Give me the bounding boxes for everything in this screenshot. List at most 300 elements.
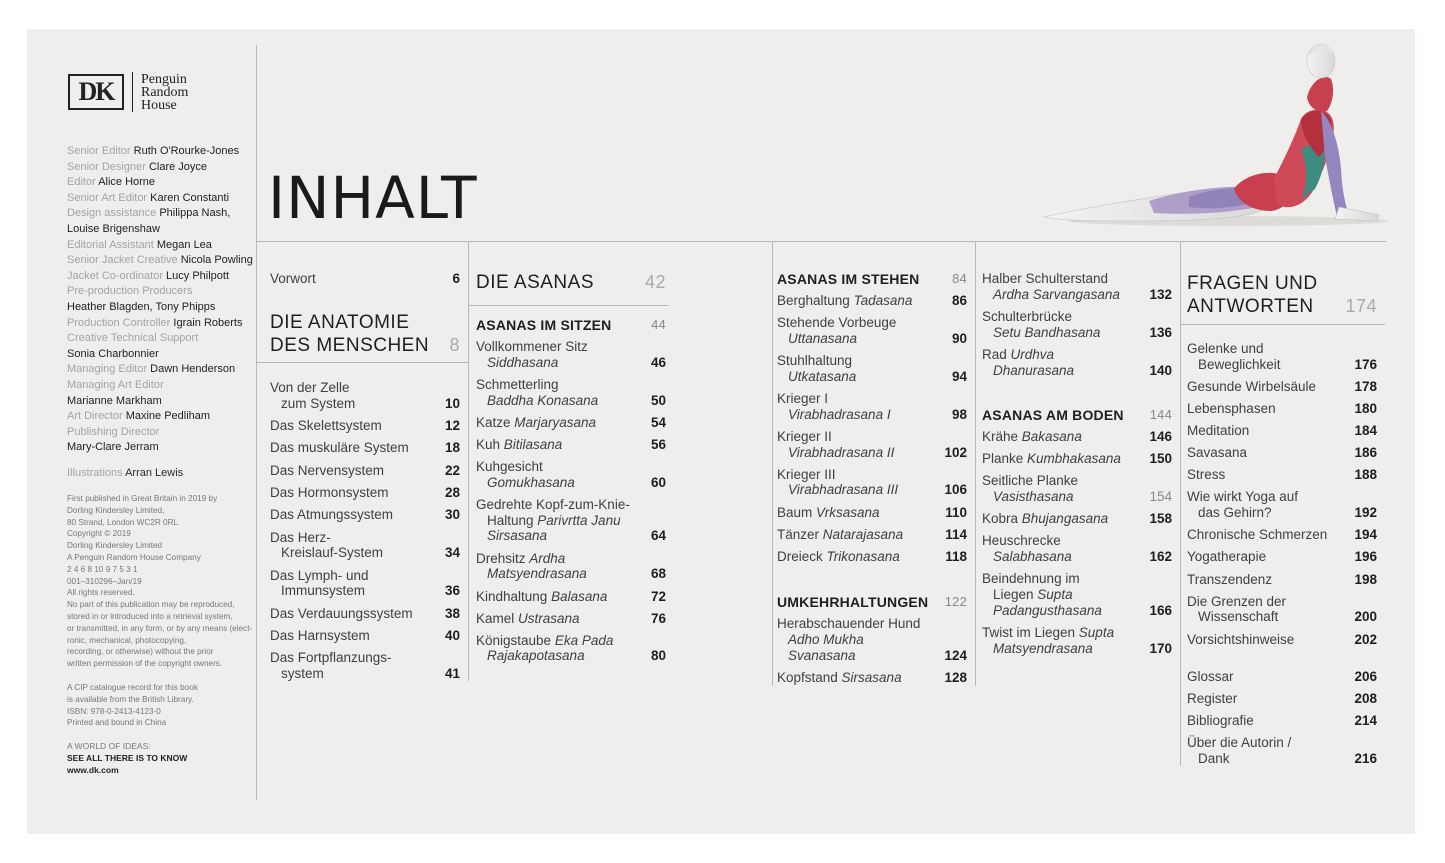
copyright-line: All rights reserved. (67, 588, 135, 598)
page-number: 124 (944, 647, 967, 663)
credit-name: Igrain Roberts (173, 316, 243, 329)
page-number: 140 (1149, 362, 1172, 378)
page-number: 54 (650, 414, 666, 430)
entry-line (1187, 401, 1347, 417)
entry-line (476, 551, 636, 567)
entry-line (1187, 609, 1347, 625)
credits-divider (256, 45, 257, 800)
page-number: 150 (1149, 451, 1172, 467)
credit-name: Mary-Clare Jerram (67, 441, 159, 454)
page-number: 94 (951, 368, 967, 384)
column-divider (975, 241, 976, 686)
copyright-line: Dorling Kindersley Limited (67, 541, 163, 551)
cip-line: ISBN: 978-0-2413-4123-0 (67, 706, 161, 716)
entry-sanskrit: Gomukhasana (487, 474, 575, 490)
toc-entry-title (1187, 527, 1347, 543)
entry-line (982, 549, 1142, 565)
toc-entry (1187, 467, 1377, 483)
entry-text: Yogatherapie (1187, 549, 1267, 565)
copyright-line: or transmitted, in any form, or by any means (elect- (67, 623, 253, 633)
entry-sanskrit: Ardha (529, 550, 566, 566)
entry-text: Immunsystem (281, 583, 366, 599)
toc-entry (982, 347, 1172, 379)
credits-list (67, 144, 257, 456)
credit-line (67, 378, 257, 394)
entry-sanskrit: Eka Pada (554, 632, 614, 648)
credit-role: Design assistance (67, 207, 160, 220)
toc-entry (777, 293, 967, 309)
entry-line (982, 603, 1142, 619)
dk-logo (68, 72, 188, 112)
toc-subsection-heading (777, 594, 967, 610)
toc-entry-title (1187, 572, 1347, 588)
toc-entry-title (982, 271, 1142, 303)
entry-text: Berghaltung (777, 293, 854, 308)
entry-text: Rad (982, 346, 1011, 362)
toc-entry (1187, 423, 1377, 439)
entry-text: Wie wirkt Yoga auf (1187, 489, 1299, 505)
toc-entry-title (777, 391, 937, 423)
entry-line (476, 497, 636, 513)
entry-line (1187, 594, 1347, 610)
column-divider (772, 241, 773, 686)
entry-line (476, 566, 636, 582)
entry-text: Die Grenzen der (1187, 593, 1287, 609)
page-number: 22 (444, 462, 460, 478)
toc-entry (982, 533, 1172, 565)
entry-sanskrit: Uttanasana (788, 330, 858, 346)
toc-entry-title (270, 507, 430, 523)
entry-text: Vorsichtshinweise (1187, 631, 1295, 647)
toc-section-heading (476, 271, 666, 294)
toc-entry-title (777, 505, 937, 521)
entry-sanskrit: Vasisthasana (993, 488, 1074, 504)
credit-line (67, 425, 257, 441)
entry-text: Das Nervensystem (270, 462, 385, 478)
dk-mark: DK (68, 74, 124, 110)
page-number: 208 (1354, 691, 1377, 707)
entry-line (1187, 527, 1347, 543)
credit-name: Nicola Powling (180, 254, 253, 267)
toc-entry-title (476, 377, 636, 409)
entry-text: Das Fortpflanzungs- (270, 650, 392, 666)
entry-text: Kamel (476, 610, 519, 626)
toc-entry (270, 418, 460, 434)
subsection-title: UMKEHRHALTUNGEN (777, 594, 929, 610)
credit-line (67, 316, 257, 332)
entry-text: Kuhgesicht (476, 459, 543, 474)
subsection-title: ASANAS IM STEHEN (777, 271, 920, 287)
copyright-line: recording, or otherwise) without the prior (67, 647, 214, 657)
toc-entry-title (476, 459, 636, 491)
entry-sanskrit: Ardha Sarvangasana (993, 286, 1120, 302)
page-number: 146 (1149, 429, 1172, 444)
toc-entry (777, 549, 967, 565)
entry-text: Das Harnsystem (270, 628, 370, 644)
toc-entry (270, 530, 460, 562)
entry-text: Stuhlhaltung (777, 353, 853, 368)
page-number: 122 (944, 594, 967, 609)
page-number: 90 (951, 330, 967, 346)
toc-entry (270, 507, 460, 523)
entry-line (1187, 505, 1347, 521)
entry-line (982, 325, 1142, 341)
entry-line (777, 429, 937, 445)
toc-entry (1187, 594, 1377, 626)
toc-entry-title (1187, 735, 1347, 767)
page-number: 198 (1354, 571, 1377, 587)
entry-line (777, 648, 937, 664)
credit-line (67, 440, 257, 456)
entry-line (777, 670, 937, 686)
toc-entry-title (777, 429, 937, 461)
page-number: 118 (945, 548, 967, 564)
entry-line (982, 287, 1142, 303)
toc-entry (1187, 401, 1377, 417)
entry-line (476, 513, 636, 529)
toc-entry-title (982, 429, 1142, 445)
entry-text: Gelenke und (1187, 341, 1264, 356)
entry-text: Drehsitz (476, 550, 530, 566)
page-number: 188 (1354, 467, 1377, 483)
copyright-line: First published in Great Britain in 2019 by (67, 494, 218, 503)
toc-entry-title (777, 353, 937, 385)
entry-line (476, 459, 636, 475)
entry-line (982, 271, 1142, 287)
toc-entry (1187, 379, 1377, 395)
toc-entry-title (476, 551, 636, 583)
entry-text: Dreieck (777, 548, 827, 564)
toc-entry-title (476, 437, 636, 453)
toc-entry (476, 551, 666, 583)
entry-sanskrit: Supta (1037, 586, 1073, 602)
entry-sanskrit: Sirsasana (841, 669, 902, 685)
title-rule (256, 241, 1386, 242)
entry-sanskrit: Utkatasana (788, 368, 857, 384)
entry-sanskrit: Dhanurasana (993, 362, 1075, 378)
entry-text: Liegen (993, 586, 1038, 602)
page-number: 106 (944, 482, 967, 498)
entry-line (982, 473, 1142, 489)
toc-entry-title (270, 418, 430, 434)
toc-entry (1187, 669, 1377, 685)
entry-sanskrit: Virabhadrasana II (788, 444, 895, 460)
credit-name: Sonia Charbonnier (67, 347, 159, 360)
toc-entry-title (270, 380, 430, 412)
page-number: 18 (444, 440, 460, 456)
entry-sanskrit: Bakasana (1021, 429, 1082, 444)
credit-role: Editor (67, 176, 99, 189)
entry-line (982, 347, 1142, 363)
toc-entry (270, 271, 460, 287)
toc-entry-title (476, 339, 636, 371)
credit-role: Senior Jacket Creative (67, 254, 181, 267)
entry-line (476, 415, 636, 431)
page-number: 196 (1354, 549, 1377, 565)
entry-text: Register (1187, 691, 1238, 707)
toc-entry-title (982, 473, 1142, 505)
dk-slogan: A WORLD OF IDEAS: SEE ALL THERE IS TO KNOW www.dk.com (67, 741, 188, 775)
toc-entry-title (1187, 713, 1347, 729)
credit-name: Megan Lea (156, 238, 212, 251)
entry-line (1187, 572, 1347, 588)
page-number: 216 (1354, 751, 1377, 767)
credit-name: Marianne Markham (67, 394, 162, 407)
page-number: 40 (444, 628, 460, 644)
copyright-notice (67, 493, 259, 670)
entry-line (270, 271, 430, 287)
entry-text: Kuh (476, 436, 504, 452)
entry-text: Kopfstand (777, 669, 842, 685)
toc-entry (1187, 341, 1377, 373)
entry-line (476, 648, 636, 664)
toc-entry (777, 670, 967, 686)
page-number: 76 (650, 610, 666, 626)
toc-entry (982, 429, 1172, 445)
toc-entry (777, 467, 967, 499)
entry-sanskrit: Parivrttа Janu (537, 512, 621, 528)
toc-entry-title (476, 611, 636, 627)
entry-line (777, 549, 937, 565)
entry-line (1187, 379, 1347, 395)
toc-entry (982, 309, 1172, 341)
toc-entry (270, 380, 460, 412)
toc-entry (476, 459, 666, 491)
toc-section-heading (270, 311, 460, 357)
toc-entry (982, 625, 1172, 657)
entry-text: Krieger II (777, 428, 832, 444)
page-number: 158 (1149, 511, 1172, 527)
entry-line (777, 632, 937, 648)
entry-text: Katze (476, 414, 515, 430)
page-number: 184 (1354, 423, 1377, 439)
page-number: 110 (945, 504, 967, 520)
toc-entry-title (270, 650, 430, 682)
page-number: 42 (644, 272, 666, 292)
toc-entry-title (270, 271, 430, 287)
toc-entry-title (777, 670, 937, 686)
entry-line (476, 377, 636, 393)
page-number: 60 (650, 474, 666, 490)
credit-line (67, 331, 257, 347)
entry-text: Über die Autorin / (1187, 735, 1292, 751)
entry-line (270, 485, 430, 501)
toc-entry-title (982, 571, 1142, 618)
entry-sanskrit: Balasana (551, 588, 608, 604)
page-number: 10 (444, 395, 460, 411)
entry-text: Lebensphasen (1187, 401, 1276, 416)
toc-entry (777, 429, 967, 461)
entry-sanskrit: Rajakapotasana (487, 648, 585, 664)
page-number: 186 (1354, 445, 1377, 461)
entry-line (270, 440, 430, 456)
credit-name: Louise Brigenshaw (67, 222, 160, 235)
entry-line (982, 641, 1142, 657)
toc-entry-title (476, 633, 636, 665)
page-number: 180 (1354, 401, 1377, 416)
page-number: 50 (650, 392, 666, 408)
entry-line (476, 633, 636, 649)
publisher-name: Penguin Random House (141, 71, 189, 113)
page-number: 86 (951, 293, 967, 308)
page-number: 192 (1354, 505, 1377, 521)
toc-entry (777, 391, 967, 423)
entry-text: Haltung (487, 512, 538, 528)
entry-line (270, 666, 430, 682)
entry-line (1187, 691, 1347, 707)
entry-line (1187, 669, 1347, 685)
toc-entry (270, 650, 460, 682)
section-rule (468, 305, 668, 306)
entry-line (982, 429, 1142, 445)
entry-sanskrit: Baddha Konasana (487, 392, 599, 408)
credit-line (67, 222, 257, 238)
toc-entry-title (270, 485, 430, 501)
entry-sanskrit: Svanasana (788, 647, 856, 663)
section-title: DES MENSCHEN (270, 335, 430, 356)
credit-role: Production Controller (67, 316, 174, 329)
entry-line (982, 511, 1142, 527)
toc-entry (270, 485, 460, 501)
toc-entry (1187, 691, 1377, 707)
credit-line (67, 284, 257, 300)
credit-name: Dawn Henderson (150, 363, 236, 376)
entry-text: Das Herz- (270, 529, 331, 545)
entry-text: Kindhaltung (476, 588, 552, 604)
toc-entry-title (1187, 401, 1347, 417)
toc-subsection-heading (982, 407, 1172, 423)
toc-entry (777, 616, 967, 663)
page-number: 30 (444, 507, 460, 523)
entry-text: Das Lymph- und (270, 567, 369, 583)
illustrations-credit: Illustrations Arran Lewis (67, 467, 184, 479)
toc-entry (777, 353, 967, 385)
entry-sanskrit: Vrksasana (816, 504, 880, 520)
page-number: 202 (1354, 631, 1377, 647)
page-number: 102 (944, 444, 967, 460)
copyright-line: Copyright © 2019 (67, 529, 131, 539)
entry-line (777, 467, 937, 483)
entry-text: Krähe (982, 429, 1022, 444)
entry-sanskrit: Matsyendrasana (993, 640, 1093, 656)
toc-entry (777, 527, 967, 543)
entry-text: Transzendenz (1187, 571, 1273, 587)
entry-line (982, 625, 1142, 641)
entry-text: Glossar (1187, 669, 1234, 684)
toc-entry-title (1187, 594, 1347, 626)
page-number: 114 (945, 526, 967, 542)
toc-entry (1187, 735, 1377, 767)
entry-line (1187, 751, 1347, 767)
page-number: 174 (1345, 296, 1377, 316)
page-number: 176 (1354, 356, 1377, 372)
entry-line (777, 369, 937, 385)
page-number: 132 (1149, 286, 1172, 302)
credit-role: Jacket Co-ordinator (67, 269, 167, 282)
entry-line (476, 589, 636, 605)
toc-entry-title (270, 628, 430, 644)
credit-line (67, 394, 257, 410)
page-number: 8 (449, 335, 460, 355)
credit-line (67, 144, 257, 160)
entry-line (982, 363, 1142, 379)
entry-line (1187, 423, 1347, 439)
entry-text: Halber Schulterstand (982, 271, 1109, 286)
entry-line (982, 571, 1142, 587)
toc-entry-title (270, 568, 430, 600)
credit-line (67, 175, 257, 191)
toc-section-heading (1187, 272, 1377, 318)
page-number: 12 (444, 418, 460, 434)
toc-entry-title (270, 606, 430, 622)
entry-sanskrit: Virabhadrasana I (788, 406, 891, 422)
entry-line (476, 393, 636, 409)
toc-entry-title (777, 467, 937, 499)
entry-line (777, 445, 937, 461)
toc-entry (1187, 572, 1377, 588)
page-number: 214 (1354, 713, 1377, 729)
section-title: ANTWORTEN (1187, 296, 1314, 317)
entry-line (982, 533, 1142, 549)
toc-entry-title (1187, 445, 1347, 461)
copyright-line: 80 Strand, London WC2R 0RL (67, 517, 179, 527)
credit-name: Karen Constanti (150, 191, 230, 204)
logo-divider (132, 72, 133, 112)
credit-name: Alice Horne (98, 176, 156, 189)
toc-entry (476, 497, 666, 544)
credit-role: Art Director (67, 410, 126, 423)
credit-line (67, 347, 257, 363)
entry-text: Krieger I (777, 390, 829, 406)
toc-entry (270, 463, 460, 479)
page-number: 162 (1149, 548, 1172, 564)
toc-entry-title (1187, 423, 1347, 439)
entry-line (270, 568, 430, 584)
credit-role: Managing Art Editor (67, 378, 164, 391)
entry-text: Das Skelettsystem (270, 418, 382, 434)
toc-entry-title (1187, 669, 1347, 685)
entry-text: Gedrehte Kopf-zum-Knie- (476, 496, 630, 512)
entry-sanskrit: Siddhasana (487, 354, 559, 370)
toc-entry (270, 606, 460, 622)
column-divider (468, 241, 469, 681)
toc-entry (476, 437, 666, 453)
cip-line: Printed and bound in China (67, 718, 167, 728)
entry-line (476, 355, 636, 371)
entry-sanskrit: Kumbhakasana (1027, 451, 1121, 467)
entry-line (777, 616, 937, 632)
toc-entry-title (1187, 632, 1347, 648)
credit-role: Pre-production Producers (67, 285, 193, 298)
toc-entry-title (270, 440, 430, 456)
entry-line (1187, 357, 1347, 373)
entry-line (1187, 713, 1347, 729)
toc-entry (982, 511, 1172, 527)
entry-sanskrit: Padangusthasana (993, 602, 1102, 618)
entry-line (270, 545, 430, 561)
toc-entry (270, 440, 460, 456)
copyright-line: written permission of the copyright owners. (67, 659, 223, 669)
cobra-pose-anatomy-illustration (1039, 39, 1389, 229)
entry-line (777, 331, 937, 347)
credit-role: Creative Technical Support (67, 332, 199, 345)
entry-sanskrit: Tadasana (853, 293, 913, 308)
entry-line (270, 507, 430, 523)
entry-sanskrit: Trikonasana (826, 548, 900, 564)
credit-line (67, 253, 257, 269)
entry-line (476, 475, 636, 491)
entry-line (777, 527, 937, 543)
